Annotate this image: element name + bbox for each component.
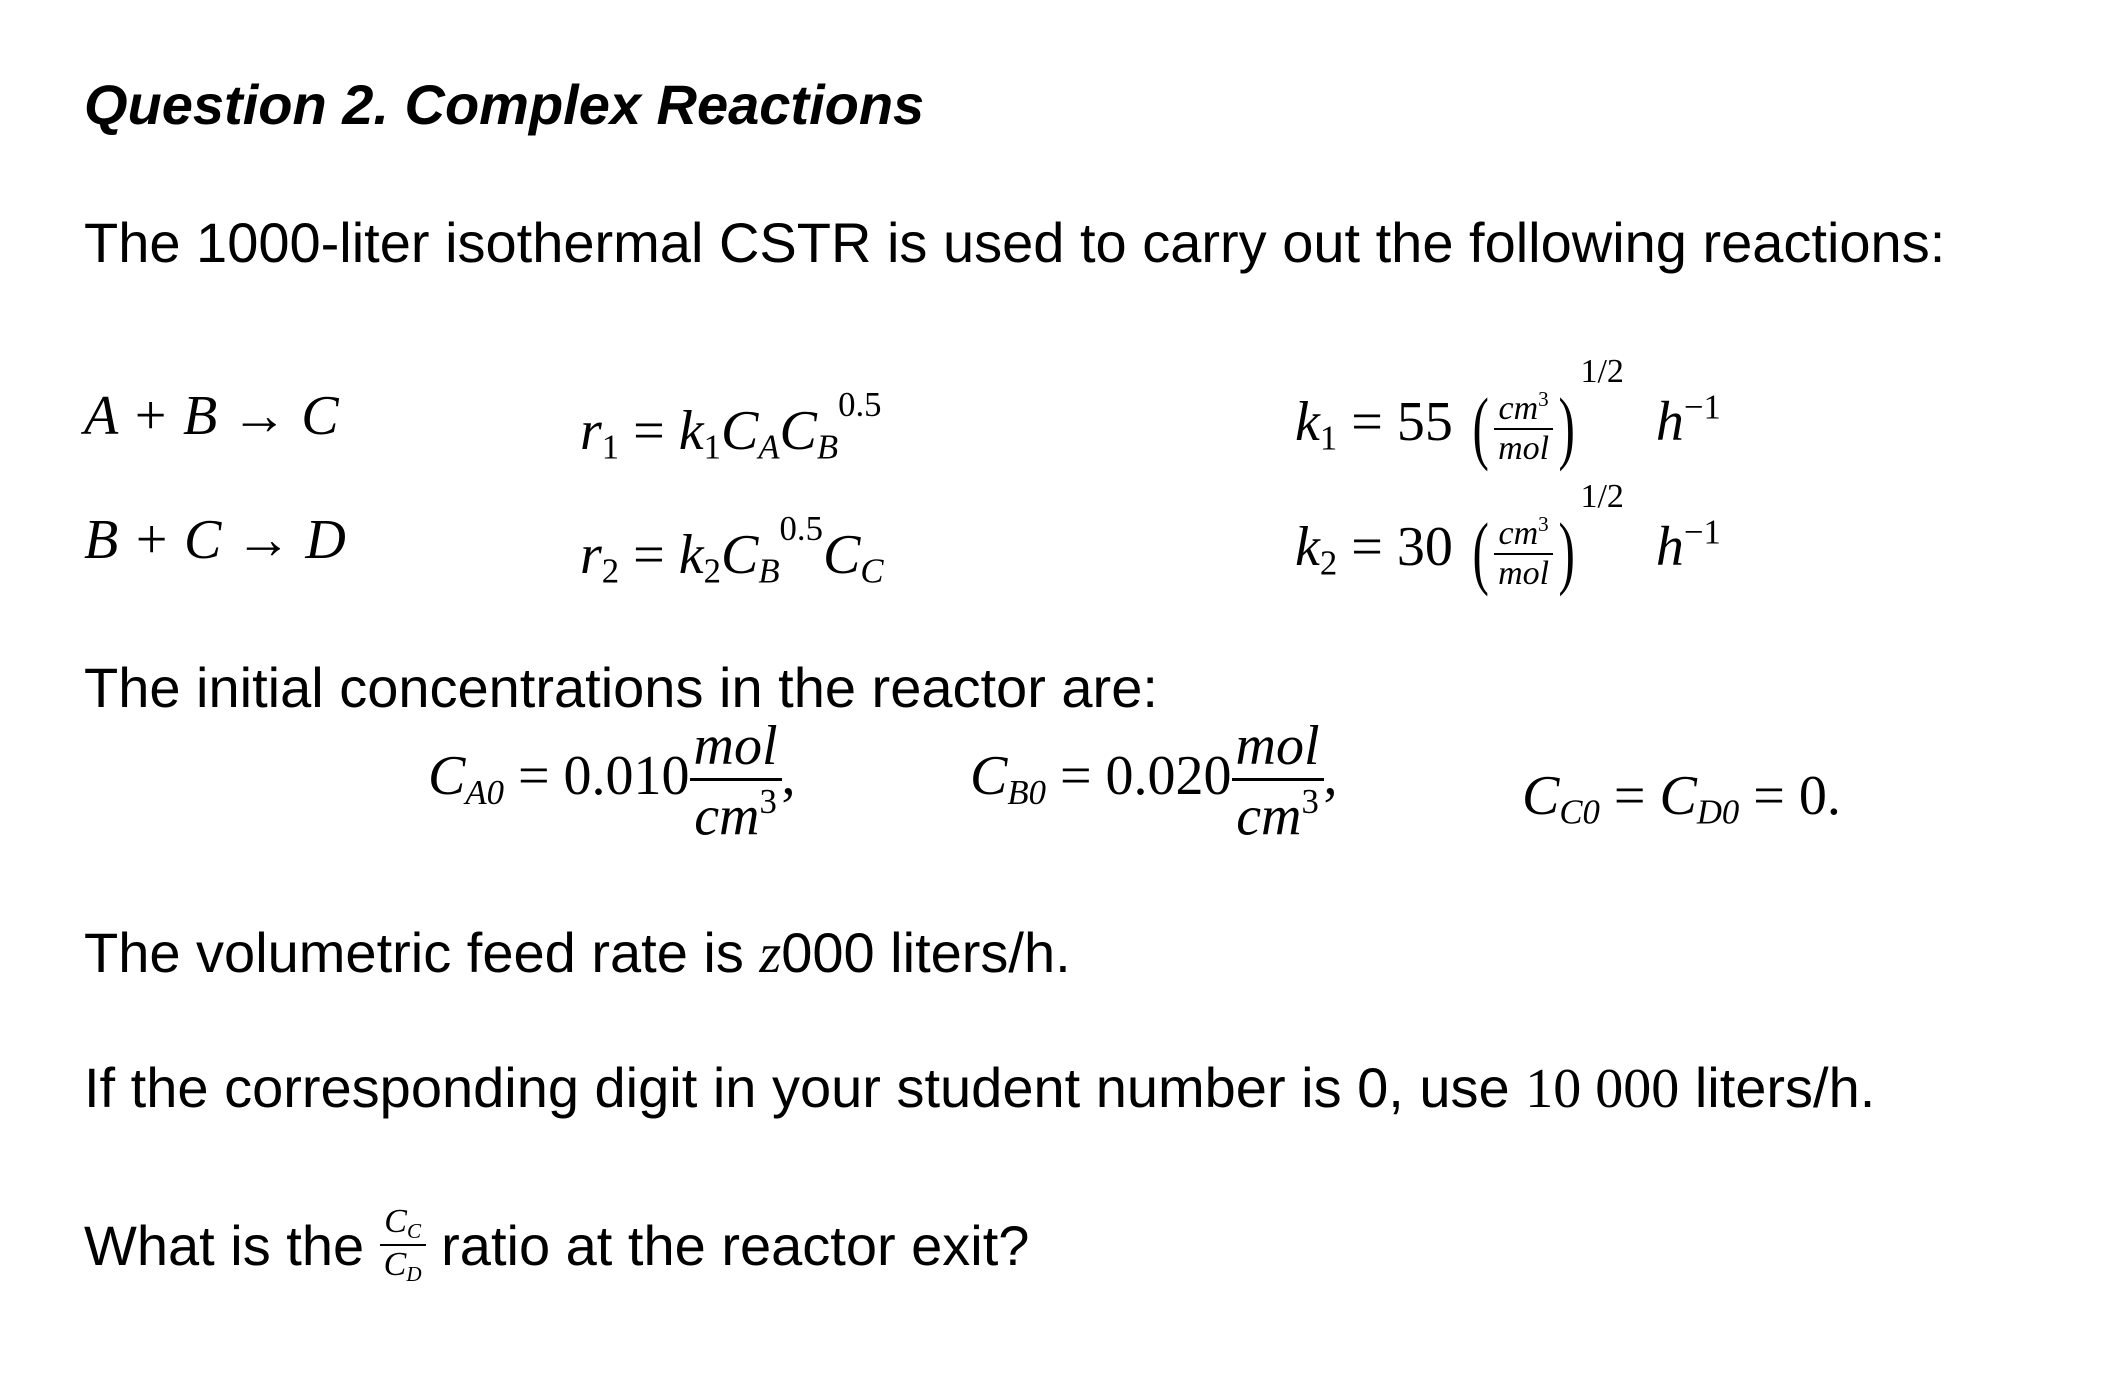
question-text: What is the $\frac{C_C}{C_D}$ ratio at the reactor exit?	[84, 1203, 1030, 1286]
reaction-2-rate-law: $r_2 = k_2C_B^{0.5}C_C$	[580, 509, 884, 591]
ratio-fraction: $\frac{C_C}{C_D}$	[380, 1205, 426, 1285]
cb0-expression: $C_{B0} = 0.020$ $\frac{\text{mol}}{cm^3}$ ,	[970, 715, 1338, 848]
intro-text: The 1000-liter isothermal CSTR is used to carry out the following reactions:	[84, 211, 1946, 274]
k2-unit-fraction: $\frac{cm^3}{\text{mol}}$	[1494, 514, 1553, 591]
page-title: Question 2. Complex Reactions	[84, 73, 925, 136]
zero-rule-text: If the corresponding digit in your student number is 0, use 10 000 liters/h.	[84, 1056, 1876, 1120]
ca0-expression: $C_{A0} = 0.010$ $\frac{\text{mol}}{cm^3}$ ,	[428, 715, 796, 848]
reaction-1-rate-law: $r_1 = k_1C_AC_B^{0.5}$	[580, 385, 882, 467]
reaction-1-equation: A + B → C	[84, 385, 339, 447]
k1-unit-fraction: $\frac{cm^3}{\text{mol}}$	[1494, 389, 1553, 466]
k2-definition: $k_2 = 30$ ( $\frac{cm^3}{\text{mol}}$ )$^{1/2}$ $h^{-1}$	[1295, 478, 1721, 598]
feed-rate-text: The volumetric feed rate is z000 liters/h.	[84, 921, 1071, 985]
k1-definition: $k_1 = 55$ ( $\frac{cm^3}{\text{mol}}$ )$^{1/2}$ $h^{-1}$	[1295, 353, 1721, 473]
initial-heading: The initial concentrations in the reactor are:	[84, 656, 1158, 719]
cc0-cd0-expression: $C_{C0} = C_{D0} = 0$.	[1522, 765, 1841, 832]
reaction-2-equation: B + C → D	[84, 509, 346, 571]
